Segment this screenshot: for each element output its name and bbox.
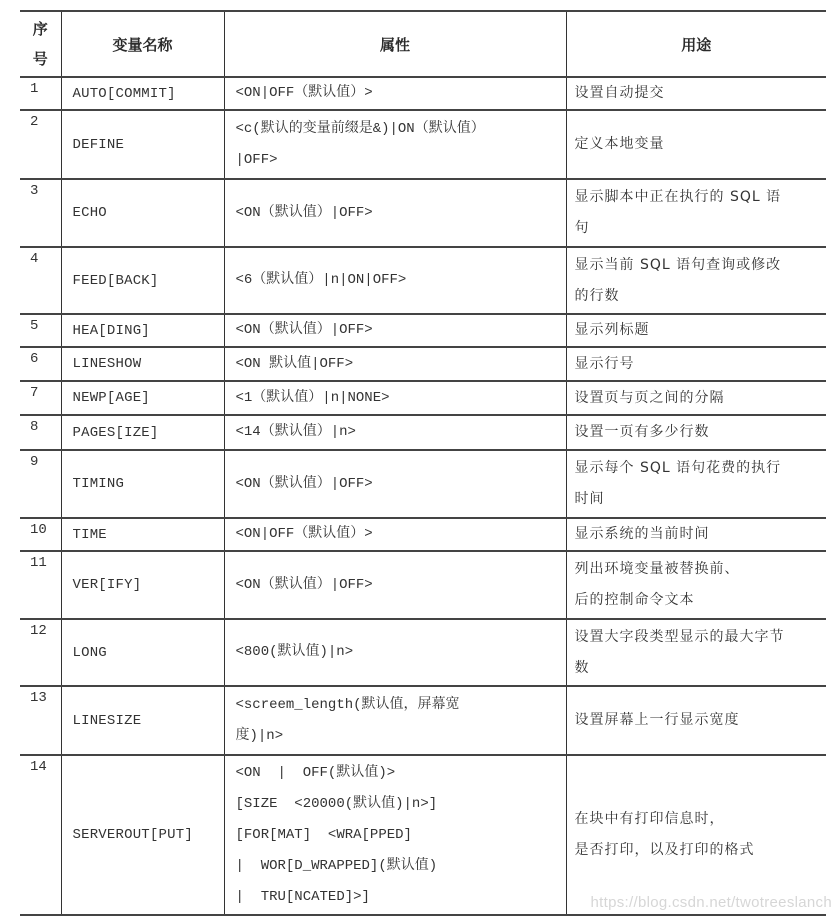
- attribute-line: <screem_length(默认值，屏幕宽: [235, 696, 460, 713]
- purpose-line: 定义本地变量: [574, 136, 665, 152]
- purpose-cell: [566, 686, 826, 755]
- table-row: [20, 450, 826, 518]
- variable-name: LINESIZE: [61, 686, 224, 755]
- attribute-cell: [224, 179, 566, 247]
- attribute-line: <ON（默认值）|OFF>: [235, 475, 373, 492]
- row-number: 9: [20, 450, 61, 518]
- attribute-cell: [224, 686, 566, 755]
- attribute-line: |OFF>: [235, 151, 278, 168]
- attribute-line: <ON|OFF（默认值）>: [235, 526, 373, 542]
- header-seq-line2: 号: [32, 50, 48, 68]
- attribute-line: [FOR[MAT] <WRA[PPED]: [235, 826, 412, 843]
- purpose-cell: [566, 247, 826, 314]
- purpose-line: 数: [574, 659, 590, 676]
- purpose-cell: [566, 755, 826, 915]
- attribute-cell: [224, 314, 566, 347]
- header-attribute: 属性: [224, 11, 566, 77]
- table-row: [20, 347, 826, 381]
- watermark: https://blog.csdn.net/twotreeslanch: [590, 894, 832, 911]
- attribute-cell: [224, 247, 566, 314]
- purpose-cell: [566, 77, 826, 110]
- table-row: [20, 755, 826, 915]
- attribute-cell: [224, 77, 566, 110]
- header-row: [20, 11, 826, 77]
- attribute-line: <ON|OFF（默认值）>: [235, 85, 373, 101]
- variable-name: NEWP[AGE]: [61, 381, 224, 415]
- purpose-cell: [566, 179, 826, 247]
- attribute-line: <ON（默认值）|OFF>: [235, 204, 373, 221]
- attribute-line: | WOR[D_WRAPPED](默认值): [235, 857, 438, 874]
- row-number: 12: [20, 619, 61, 686]
- attribute-cell: [224, 381, 566, 415]
- row-number: 4: [20, 247, 61, 314]
- purpose-cell: [566, 415, 826, 450]
- attribute-cell: [224, 518, 566, 551]
- purpose-line: 设置页与页之间的分隔: [574, 389, 725, 406]
- variable-name: FEED[BACK]: [61, 247, 224, 314]
- header-seq: [20, 11, 61, 77]
- variable-name: TIMING: [61, 450, 224, 518]
- row-number: 8: [20, 415, 61, 450]
- purpose-line: 显示每个 SQL 语句花费的执行: [574, 460, 782, 476]
- attribute-cell: [224, 347, 566, 381]
- row-number: 13: [20, 686, 61, 755]
- purpose-line: 的行数: [574, 287, 620, 304]
- row-number: 6: [20, 347, 61, 381]
- attribute-line: <ON（默认值）|OFF>: [235, 576, 373, 593]
- row-number: 14: [20, 755, 61, 915]
- attribute-line: <6（默认值）|n|ON|OFF>: [235, 272, 407, 288]
- purpose-line: 是否打印，以及打印的格式: [574, 842, 755, 858]
- table-row: [20, 518, 826, 551]
- table-row: [20, 551, 826, 619]
- purpose-line: 设置自动提交: [574, 85, 665, 101]
- attribute-line: | TRU[NCATED]>]: [235, 888, 370, 905]
- purpose-cell: [566, 450, 826, 518]
- variable-name: VER[IFY]: [61, 551, 224, 619]
- purpose-cell: [566, 381, 826, 415]
- variable-name: DEFINE: [61, 110, 224, 179]
- attribute-line: [SIZE <20000(默认值)|n>]: [235, 795, 438, 812]
- attribute-line: <ON 默认值|OFF>: [235, 355, 354, 372]
- purpose-line: 显示列标题: [574, 322, 650, 338]
- purpose-line: 显示行号: [574, 355, 635, 372]
- purpose-line: 列出环境变量被替换前、: [574, 561, 740, 577]
- table-row: [20, 77, 826, 110]
- purpose-cell: [566, 110, 826, 179]
- variable-name: LONG: [61, 619, 224, 686]
- row-number: 1: [20, 77, 61, 110]
- purpose-line: 显示系统的当前时间: [574, 526, 710, 542]
- row-number: 2: [20, 110, 61, 179]
- purpose-cell: [566, 551, 826, 619]
- attribute-line: <14（默认值）|n>: [235, 424, 356, 440]
- table-row: [20, 179, 826, 247]
- purpose-line: 句: [574, 220, 590, 236]
- purpose-cell: [566, 347, 826, 381]
- attribute-line: 度)|n>: [235, 727, 284, 744]
- variable-name: LINESHOW: [61, 347, 224, 381]
- variable-name: ECHO: [61, 179, 224, 247]
- purpose-line: 显示当前 SQL 语句查询或修改: [574, 256, 782, 273]
- purpose-line: 后的控制命令文本: [574, 592, 695, 608]
- attribute-cell: [224, 619, 566, 686]
- purpose-line: 设置大字段类型显示的最大字节: [574, 628, 785, 645]
- purpose-line: 设置屏幕上一行显示宽度: [574, 712, 740, 728]
- variable-name: TIME: [61, 518, 224, 551]
- attribute-line: <800(默认值)|n>: [235, 644, 354, 660]
- purpose-cell: [566, 314, 826, 347]
- header-seq-line1: 序: [32, 20, 48, 38]
- row-number: 5: [20, 314, 61, 347]
- attribute-cell: [224, 755, 566, 915]
- row-number: 11: [20, 551, 61, 619]
- purpose-line: 设置一页有多少行数: [574, 424, 710, 440]
- purpose-line: 显示脚本中正在执行的 SQL 语: [574, 189, 782, 205]
- table-row: [20, 619, 826, 686]
- purpose-line: 时间: [574, 491, 605, 507]
- attribute-cell: [224, 450, 566, 518]
- table-row: [20, 415, 826, 450]
- attribute-cell: [224, 110, 566, 179]
- sqlplus-variables-table: [20, 10, 826, 916]
- attribute-line: <ON | OFF(默认值)>: [235, 764, 396, 781]
- purpose-line: 在块中有打印信息时，: [574, 811, 725, 827]
- table-row: [20, 381, 826, 415]
- variable-name: AUTO[COMMIT]: [61, 77, 224, 110]
- purpose-cell: [566, 619, 826, 686]
- variable-name: SERVEROUT[PUT]: [61, 755, 224, 915]
- table-row: [20, 110, 826, 179]
- table-body: [20, 77, 826, 915]
- variable-name: PAGES[IZE]: [61, 415, 224, 450]
- row-number: 7: [20, 381, 61, 415]
- table-row: [20, 314, 826, 347]
- row-number: 3: [20, 179, 61, 247]
- attribute-line: <ON（默认值）|OFF>: [235, 322, 373, 338]
- variable-name: HEA[DING]: [61, 314, 224, 347]
- attribute-cell: [224, 551, 566, 619]
- attribute-cell: [224, 415, 566, 450]
- attribute-line: <1（默认值）|n|NONE>: [235, 389, 390, 406]
- table-row: [20, 247, 826, 314]
- purpose-cell: [566, 518, 826, 551]
- table-row: [20, 686, 826, 755]
- row-number: 10: [20, 518, 61, 551]
- header-purpose: 用途: [681, 35, 712, 54]
- attribute-line: <c(默认的变量前缀是&)|ON（默认值）: [235, 120, 485, 137]
- header-variable-name: 变量名称: [61, 11, 224, 77]
